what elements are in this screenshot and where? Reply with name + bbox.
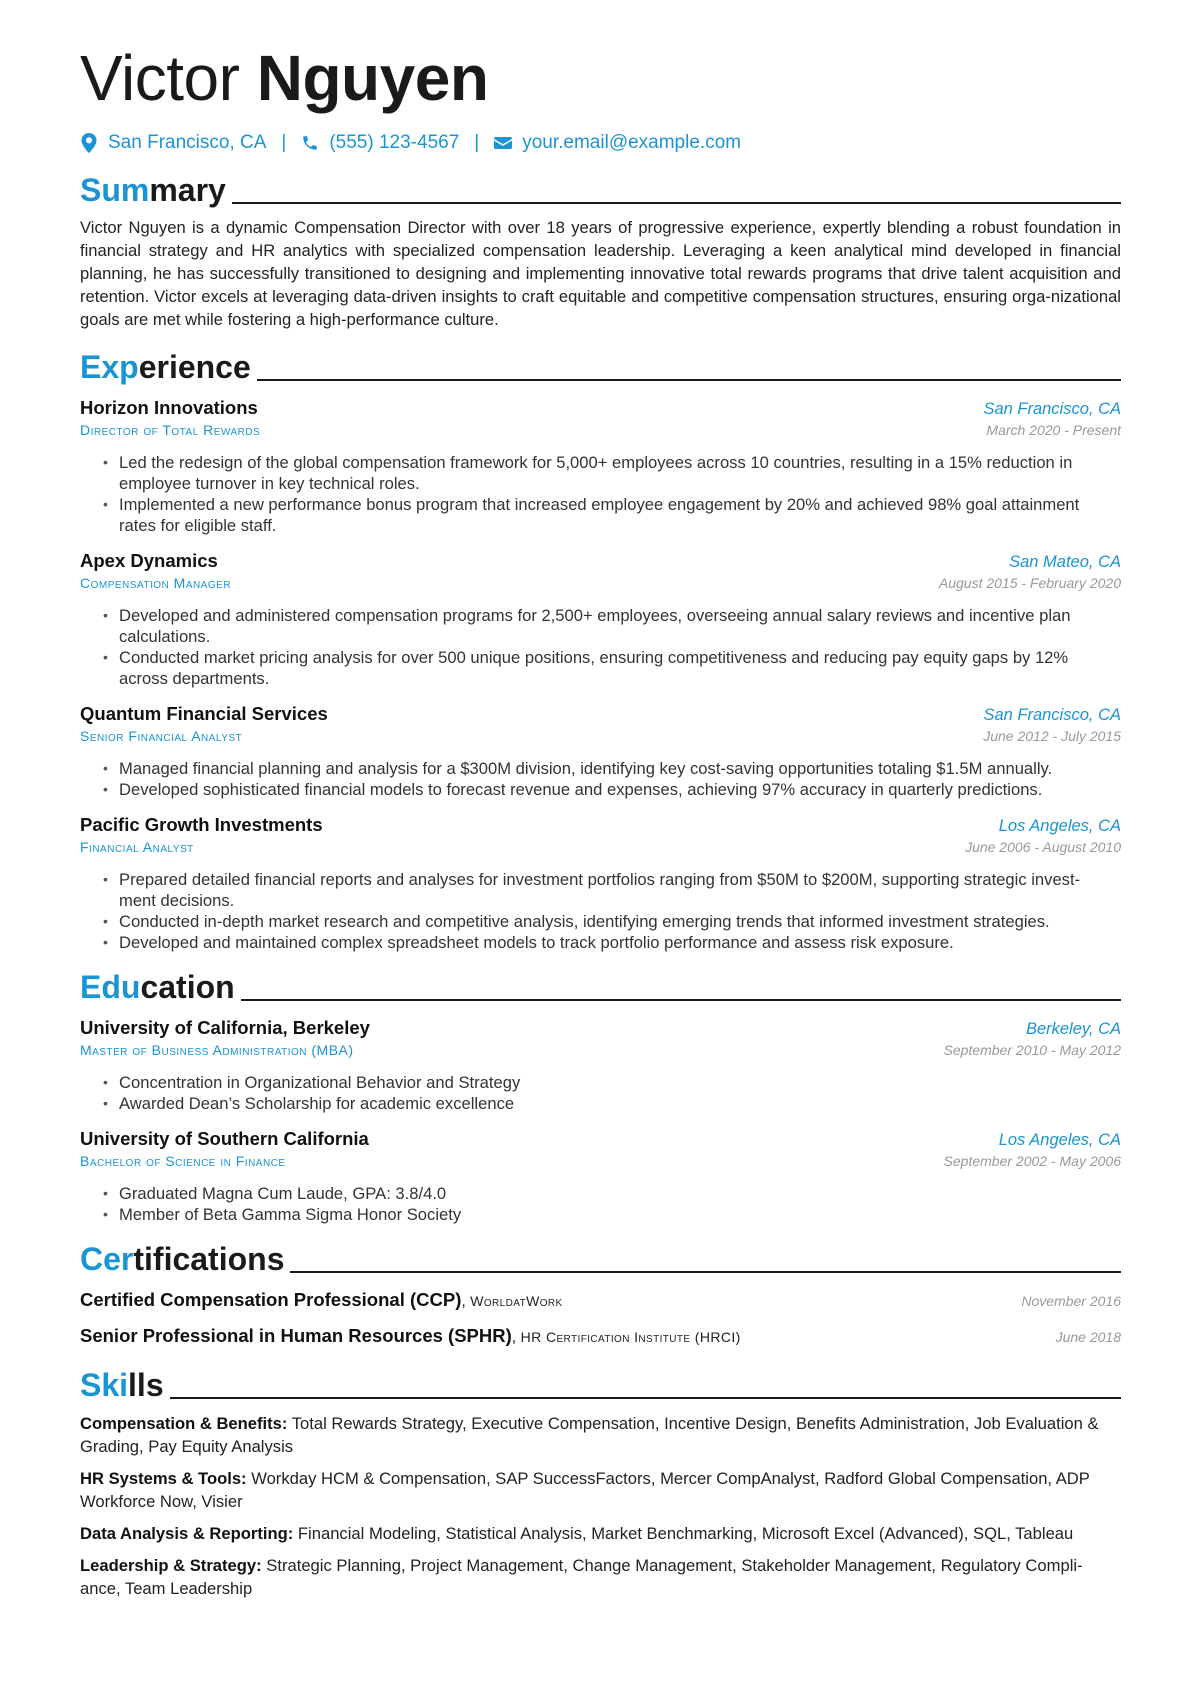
bullet-item: • Graduated Magna Cum Laude, GPA: 3.8/4.0	[119, 1183, 1121, 1204]
certifications-heading: Certifications	[80, 1237, 1121, 1277]
certification-org: WorldatWork	[470, 1293, 563, 1309]
bullet-item: • Concentration in Organizational Behavior and Strategy	[119, 1072, 1121, 1093]
entry-location: Berkeley, CA	[1025, 1020, 1121, 1038]
skill-group	[80, 1522, 1121, 1545]
envelope-icon	[494, 133, 512, 153]
company-name: Quantum Financial Services	[80, 703, 328, 724]
degree-title: Bachelor of Science in Finance	[80, 1153, 286, 1169]
phone-icon	[301, 133, 319, 153]
skill-group	[80, 1412, 1121, 1458]
bullet-item: • Developed and administered compensation programs for 2,500+ employees, overseeing annual salary reviews and incentive plan calculations.	[119, 605, 1121, 647]
education-heading: Education	[80, 965, 1121, 1005]
job-title: Financial Analyst	[80, 839, 194, 855]
entry-dates: September 2010 - May 2012	[943, 1042, 1121, 1058]
bullet-item: • Member of Beta Gamma Sigma Honor Society	[119, 1204, 1121, 1225]
education-entry	[80, 1128, 1121, 1225]
skill-list: Strategic Planning, Project Management, Change Management, Stakeholder Management, Regulatory Compli-ance, Team Leadership	[80, 1556, 1083, 1598]
experience-entry	[80, 550, 1121, 689]
bullet-list	[80, 1183, 1121, 1225]
entry-dates: June 2006 - August 2010	[965, 839, 1121, 855]
skill-list: Workday HCM & Compensation, SAP SuccessFactors, Mercer CompAnalyst, Radford Global Compensation, ADP Workforce Now, Visier	[80, 1469, 1090, 1511]
experience-heading: Experience	[80, 345, 1121, 385]
skill-label: HR Systems & Tools:	[80, 1469, 247, 1488]
bullet-list	[80, 758, 1121, 800]
education-entry	[80, 1017, 1121, 1114]
company-name: Apex Dynamics	[80, 550, 218, 571]
section-rule	[241, 999, 1121, 1001]
bullet-list	[80, 452, 1121, 536]
skill-label: Data Analysis & Reporting:	[80, 1524, 294, 1543]
section-rule	[170, 1397, 1121, 1399]
entry-location: San Francisco, CA	[983, 400, 1121, 418]
last-name: Nguyen	[256, 42, 489, 114]
bullet-item: • Awarded Dean’s Scholarship for academic excellence	[119, 1093, 1121, 1114]
degree-title: Master of Business Administration (MBA)	[80, 1042, 354, 1058]
company-name: Horizon Innovations	[80, 397, 258, 418]
summary-text: Victor Nguyen is a dynamic Compensation Director with over 18 years of progressive experience, expertly blending a robust foundation in financial strategy and HR analytics with specialized compensation leadership. Leveraging a keen analytical mind developed in financial planning, he has successfully transitioned to designing and implementing innovative total rewards programs that drive talent acquisition and retention. Victor excels at leveraging data-driven insights to craft equitable and competitive compensation structures, ensuring orga-nizational goals are met while fostering a high-performance culture.	[80, 218, 1121, 329]
section-rule	[257, 379, 1121, 381]
certification-name: Certified Compensation Professional (CCP)	[80, 1289, 462, 1310]
entry-location: San Francisco, CA	[983, 706, 1121, 724]
separator: |	[281, 132, 287, 153]
summary-heading: Summary	[80, 168, 1121, 208]
job-title: Compensation Manager	[80, 575, 232, 591]
bullet-item: • Implemented a new performance bonus program that increased employee engagement by 20% and achieved 98% goal attainment rates for eligible staff.	[119, 494, 1121, 536]
bullet-item: • Prepared detailed financial reports and analyses for investment portfolios ranging from $50M to $200M, supporting strategic invest-ment decisions.	[119, 869, 1121, 911]
bullet-list	[80, 1072, 1121, 1114]
bullet-list	[80, 605, 1121, 689]
bullet-item: • Conducted in-depth market research and competitive analysis, identifying emerging trends that informed investment strategies.	[119, 911, 1121, 932]
separator: |	[474, 132, 480, 153]
bullet-item: • Developed sophisticated financial models to forecast revenue and expenses, achieving 97% accuracy in quarterly predictions.	[119, 779, 1121, 800]
bullet-item: • Developed and maintained complex spreadsheet models to track portfolio performance and assess risk exposure.	[119, 932, 1121, 953]
skill-list: Total Rewards Strategy, Executive Compensation, Incentive Design, Benefits Administration, Job Evaluation & Grading, Pay Equity Analysis	[80, 1414, 1099, 1456]
experience-entry	[80, 814, 1121, 953]
skill-label: Compensation & Benefits:	[80, 1414, 288, 1433]
entry-location: Los Angeles, CA	[998, 1131, 1121, 1149]
job-title: Senior Financial Analyst	[80, 728, 243, 744]
skill-list: Financial Modeling, Statistical Analysis, Market Benchmarking, Microsoft Excel (Advanced), SQL, Tableau	[297, 1524, 1074, 1543]
experience-entry	[80, 703, 1121, 800]
certification-org: HR Certification Institute (HRCI)	[520, 1329, 741, 1345]
certification-date: November 2016	[1021, 1293, 1121, 1309]
entry-location: San Mateo, CA	[1009, 553, 1121, 571]
bullet-list	[80, 869, 1121, 953]
first-name: Victor	[80, 42, 240, 114]
entry-dates: March 2020 - Present	[986, 422, 1121, 438]
candidate-name	[80, 40, 1121, 116]
email-item[interactable]	[494, 132, 741, 154]
skill-group	[80, 1554, 1121, 1600]
phone-text: (555) 123-4567	[329, 132, 460, 153]
skills-heading: Skills	[80, 1363, 1121, 1403]
skill-label: Leadership & Strategy:	[80, 1556, 262, 1575]
skill-group	[80, 1467, 1121, 1513]
school-name: University of California, Berkeley	[80, 1017, 370, 1038]
bullet-item: • Conducted market pricing analysis for over 500 unique positions, ensuring competitiveness and reducing pay equity gaps by 12% across departments.	[119, 647, 1121, 689]
bullet-item: • Managed financial planning and analysis for a $300M division, identifying key cost-saving opportunities totaling $1.5M annually.	[119, 758, 1121, 779]
location-item	[80, 132, 266, 154]
section-rule	[232, 202, 1121, 204]
email-link[interactable]: your.email@example.com	[522, 132, 742, 153]
school-name: University of Southern California	[80, 1128, 369, 1149]
contact-bar	[80, 130, 1121, 156]
bullet-item: • Led the redesign of the global compensation framework for 5,000+ employees across 10 countries, resulting in a 15% reduction in employee turnover in key technical roles.	[119, 452, 1121, 494]
map-pin-icon	[80, 133, 98, 153]
entry-location: Los Angeles, CA	[998, 817, 1121, 835]
entry-dates: August 2015 - February 2020	[938, 575, 1121, 591]
certification-item: Certified Compensation Professional (CCP), WorldatWork November 2016	[80, 1289, 1121, 1310]
entry-dates: September 2002 - May 2006	[943, 1153, 1121, 1169]
certification-item: Senior Professional in Human Resources (SPHR), HR Certification Institute (HRCI) June 2018	[80, 1325, 1121, 1346]
certification-name: Senior Professional in Human Resources (SPHR)	[80, 1325, 512, 1346]
experience-entry	[80, 397, 1121, 536]
company-name: Pacific Growth Investments	[80, 814, 323, 835]
entry-dates: June 2012 - July 2015	[983, 728, 1121, 744]
job-title: Director of Total Rewards	[80, 422, 261, 438]
phone-item	[301, 132, 459, 154]
location-text: San Francisco, CA	[108, 132, 267, 153]
certification-date: June 2018	[1055, 1329, 1121, 1345]
section-rule	[290, 1271, 1121, 1273]
